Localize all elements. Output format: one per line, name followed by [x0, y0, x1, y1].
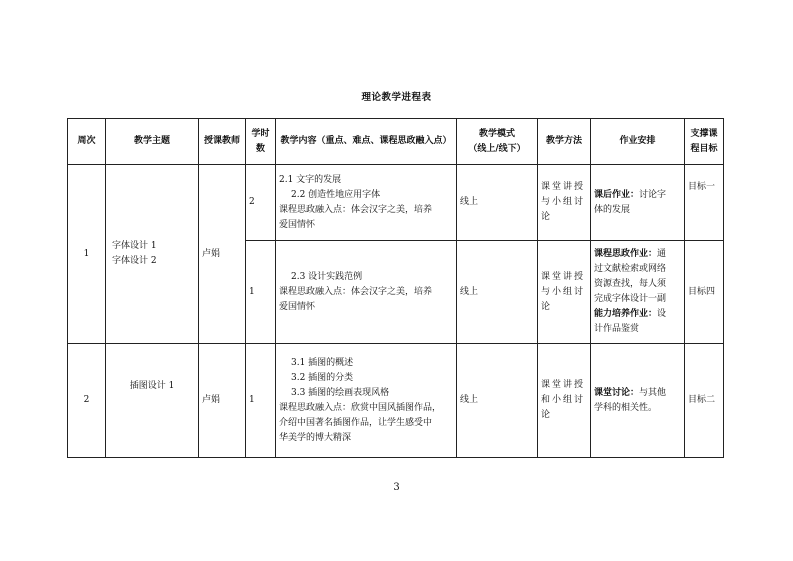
method-line: 论 — [541, 410, 553, 420]
page-number: 3 — [393, 482, 400, 493]
homework-text: 计作品鉴赏 — [594, 324, 640, 334]
table-row — [68, 344, 724, 458]
mode-cell: 线上 — [457, 165, 538, 241]
mode-cell: 线上 — [457, 344, 538, 458]
content-cell — [276, 344, 457, 458]
method-cell — [538, 165, 591, 241]
homework-text: 完成字体设计一副 — [594, 294, 667, 304]
content-line: 爱国情怀 — [279, 219, 316, 230]
hours-cell: 1 — [246, 241, 276, 344]
hours-cell: 2 — [246, 165, 276, 241]
header-week: 周次 — [68, 119, 106, 165]
content-line: 3.2 插图的分类 — [291, 372, 354, 383]
content-line: 2.1 文字的发展 — [279, 174, 342, 185]
homework-text: 讨论字 — [639, 189, 667, 200]
method-line: 和小组讨 — [541, 395, 586, 405]
topic-cell: 插图设计 1 — [106, 344, 199, 458]
method-line: 论 — [541, 212, 553, 222]
homework-cell — [591, 165, 685, 241]
content-line: 介绍中国著名插图作品，让学生感受中 — [279, 417, 433, 428]
content-cell — [276, 241, 457, 344]
header-content: 教学内容（重点、难点、课程思政融入点） — [276, 119, 457, 165]
homework-cell — [591, 344, 685, 458]
method-line: 与小组讨 — [541, 286, 586, 297]
content-line: 3.3 插图的绘画表现风格 — [291, 387, 390, 398]
homework-cell — [591, 241, 685, 344]
homework-label: 能力培养作业： — [594, 309, 658, 319]
method-line: 课堂讲授 — [541, 182, 586, 192]
header-mode-line2: （线上/线下） — [468, 143, 526, 154]
method-cell — [538, 241, 591, 344]
mode-cell: 线上 — [457, 241, 538, 344]
content-line: 课程思政融入点：体会汉字之美，培养 — [279, 286, 433, 297]
homework-label: 课堂讨论： — [594, 387, 640, 398]
method-line: 课堂讲授 — [541, 271, 586, 282]
content-line: 2.2 创造性地应用字体 — [291, 189, 381, 200]
method-line: 论 — [541, 301, 553, 312]
header-mode-line1: 教学模式 — [478, 128, 515, 139]
header-goal: 支撑课程目标 — [685, 119, 724, 165]
homework-text: 体的发展 — [594, 204, 631, 215]
header-row — [68, 119, 724, 165]
week-cell: 2 — [68, 344, 106, 458]
week-cell: 1 — [68, 165, 106, 344]
header-mode — [457, 119, 538, 165]
hours-cell: 1 — [246, 344, 276, 458]
course-schedule-table — [67, 118, 724, 458]
topic-cell — [106, 165, 199, 344]
table-row — [68, 165, 724, 241]
homework-label: 课后作业： — [594, 189, 640, 200]
topic-line: 字体设计 2 — [112, 256, 157, 266]
header-teacher: 授课教师 — [199, 119, 246, 165]
method-line: 与小组讨 — [541, 197, 586, 207]
homework-text: 过文献检索或网络 — [594, 264, 667, 274]
homework-text: 资源查找，每人须 — [594, 279, 667, 289]
homework-text: 通 — [657, 249, 667, 259]
teacher-cell: 卢娟 — [199, 344, 246, 458]
method-cell — [538, 344, 591, 458]
content-line: 华美学的博大精深 — [279, 432, 352, 443]
method-line: 课堂讲授 — [541, 380, 586, 390]
homework-text: 设 — [657, 309, 667, 319]
content-line: 3.1 插图的概述 — [291, 357, 354, 368]
goal-cell: 目标四 — [685, 241, 724, 344]
content-line: 2.3 设计实践范例 — [291, 271, 363, 282]
homework-label: 课程思政作业： — [594, 249, 658, 259]
homework-text: 与其他 — [639, 387, 667, 398]
header-hours: 学时数 — [246, 119, 276, 165]
content-line: 课程思政融入点：欣赏中国风插图作品， — [279, 402, 442, 413]
content-cell — [276, 165, 457, 241]
homework-text: 学科的相关性。 — [594, 402, 658, 413]
topic-line: 字体设计 1 — [112, 241, 157, 251]
header-homework: 作业安排 — [591, 119, 685, 165]
goal-cell: 目标二 — [685, 344, 724, 458]
goal-cell: 目标一 — [685, 165, 724, 241]
teacher-cell: 卢娟 — [199, 165, 246, 344]
header-topic: 教学主题 — [106, 119, 199, 165]
table-title: 理论教学进程表 — [361, 92, 432, 103]
header-method: 教学方法 — [538, 119, 591, 165]
content-line: 课程思政融入点：体会汉字之美，培养 — [279, 204, 433, 215]
content-line: 爱国情怀 — [279, 301, 316, 312]
